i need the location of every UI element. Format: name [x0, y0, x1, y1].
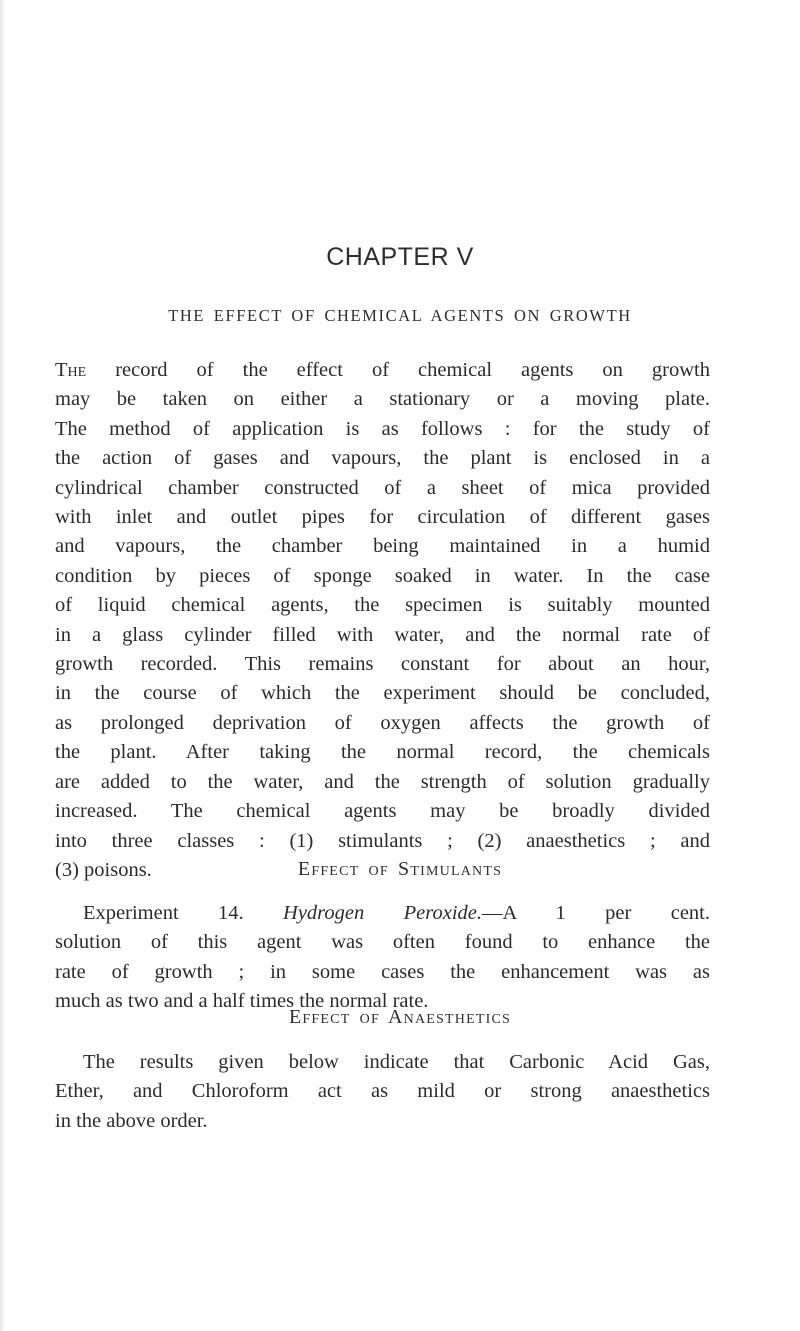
paragraph-line: in the course of which the experiment should be concluded,	[55, 682, 710, 705]
paragraph-line: the action of gases and vapours, the plant is enclosed in a	[55, 447, 710, 470]
chapter-title: CHAPTER V	[326, 243, 474, 271]
paragraph-line: The method of application is as follows : for the study of	[55, 417, 710, 440]
section-heading-stimulants: Effect of Stimulants	[297, 858, 503, 880]
paragraph-line: into three classes : (1) stimulants ; (2) anaesthetics ; and	[55, 829, 710, 852]
line-text: —A 1 per cent.	[482, 902, 711, 924]
paragraph-line: cylindrical chamber constructed of a sheet of mica provided	[55, 476, 710, 499]
experiment-label: Experiment 14.	[83, 902, 284, 924]
paragraph-line: in the above order.	[55, 1109, 208, 1132]
paragraph-line: the plant. After taking the normal record, the chemicals	[55, 741, 710, 764]
paragraph-line: condition by pieces of sponge soaked in water. In the case	[55, 564, 710, 587]
paragraph-line: rate of growth ; in some cases the enhancement was as	[55, 960, 710, 983]
line-text: record of the effect of chemical agents on growth	[86, 359, 710, 381]
section-heading-anaesthetics: Effect of Anaesthetics	[289, 1006, 511, 1028]
intro-paragraph	[55, 356, 710, 885]
page-edge-shadow	[0, 0, 6, 1331]
paragraph-line: growth recorded. This remains constant for about an hour,	[55, 653, 710, 676]
paragraph-line: as prolonged deprivation of oxygen affects the growth of	[55, 711, 710, 734]
stimulants-paragraph	[55, 899, 710, 1017]
paragraph-line: with inlet and outlet pipes for circulation of different gases	[55, 506, 710, 529]
paragraph-line: are added to the water, and the strength of solution gradually	[55, 770, 710, 793]
paragraph-line: in a glass cylinder filled with water, and the normal rate of	[55, 623, 710, 646]
paragraph-line	[55, 899, 710, 928]
paragraph-line: of liquid chemical agents, the specimen is suitably mounted	[55, 594, 710, 617]
paragraph-line: Ether, and Chloroform act as mild or strong anaesthetics	[55, 1080, 710, 1103]
experiment-name: Hydrogen Peroxide.	[283, 902, 482, 924]
paragraph-line: solution of this agent was often found to enhance the	[55, 931, 710, 954]
paragraph-line: The results given below indicate that Carbonic Acid Gas,	[83, 1051, 710, 1073]
paragraph-line	[55, 356, 710, 385]
paragraph-line: (3) poisons.	[55, 858, 152, 881]
chapter-subtitle: THE EFFECT OF CHEMICAL AGENTS ON GROWTH	[168, 306, 632, 325]
paragraph-line: increased. The chemical agents may be broadly divided	[55, 800, 710, 823]
anaesthetics-paragraph	[55, 1048, 710, 1136]
paragraph-line: much as two and a half times the normal rate.	[55, 990, 429, 1013]
paragraph-line: may be taken on either a stationary or a moving plate.	[55, 388, 710, 411]
paragraph-line: and vapours, the chamber being maintained in a humid	[55, 535, 710, 558]
drop-word: The	[55, 359, 87, 381]
